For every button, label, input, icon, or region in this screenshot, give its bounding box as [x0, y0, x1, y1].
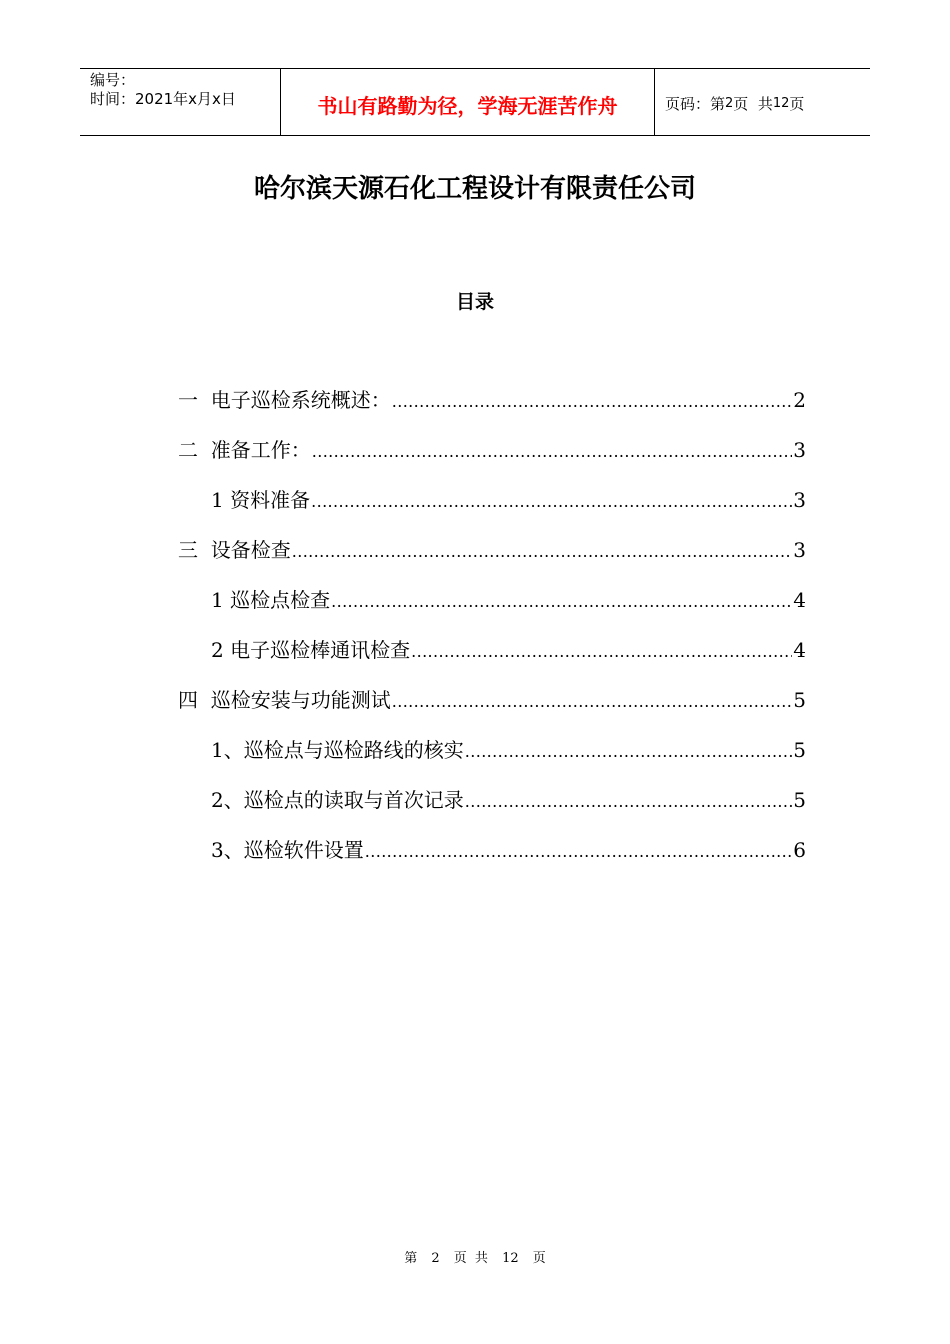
toc-entry-number: 四 — [178, 688, 211, 712]
page-prefix: 页码：第 — [665, 94, 726, 113]
footer-prefix: 第 — [404, 1251, 418, 1266]
toc-entry-number: 一 — [178, 388, 211, 412]
footer-current: 2 — [431, 1251, 440, 1266]
toc-dot-leader — [311, 482, 792, 522]
toc-entry-page: 5 — [793, 788, 806, 812]
toc-entry-title: 电子巡检棒通讯检查 — [230, 638, 411, 662]
toc-dot-leader — [411, 632, 792, 672]
toc-entry-page: 6 — [793, 838, 806, 862]
header-table — [80, 68, 870, 136]
toc-entry-number: 三 — [178, 538, 211, 562]
page-current: 2 — [725, 95, 734, 111]
toc-entry-title: 电子巡检系统概述： — [210, 388, 391, 412]
toc-dot-leader — [365, 832, 793, 872]
header-meta-cell — [80, 69, 281, 135]
toc-dot-leader — [292, 532, 793, 572]
toc-entry-page: 3 — [793, 538, 806, 562]
time-label: 时间：2021年x月x日 — [90, 90, 236, 108]
header-page-cell — [655, 69, 870, 135]
footer-total: 12 — [502, 1251, 519, 1266]
toc-entry-page: 5 — [793, 738, 806, 762]
toc-dot-leader — [392, 682, 793, 722]
page-suffix: 页 — [789, 94, 805, 113]
toc-heading: 目录 — [455, 291, 494, 313]
toc-dot-leader — [312, 432, 793, 472]
page-middle: 页 共 — [733, 94, 773, 113]
motto-text: 书山有路勤为径，学海无涯苦作舟 — [317, 93, 618, 118]
toc-entry-title: 、巡检点的读取与首次记录 — [223, 788, 464, 812]
toc-entry[interactable] — [178, 580, 806, 630]
page-footer — [0, 1247, 950, 1266]
toc-entry-title: 巡检点检查 — [230, 588, 331, 612]
toc-entry[interactable] — [178, 380, 806, 430]
toc-entry-page: 3 — [793, 438, 806, 462]
toc-entry[interactable] — [178, 730, 806, 780]
toc-entry-number: 1 — [211, 488, 231, 512]
toc-entry-page: 4 — [793, 588, 806, 612]
table-of-contents — [178, 380, 806, 880]
toc-entry-number: 1 — [211, 738, 224, 762]
toc-entry[interactable] — [178, 430, 806, 480]
toc-entry-number: 2 — [211, 638, 231, 662]
toc-entry[interactable] — [178, 830, 806, 880]
toc-entry-title: 资料准备 — [230, 488, 311, 512]
toc-entry[interactable] — [178, 680, 806, 730]
toc-entry-number: 3 — [211, 838, 224, 862]
toc-dot-leader — [465, 732, 793, 772]
toc-dot-leader — [392, 382, 793, 422]
toc-entry-title: 、巡检软件设置 — [223, 838, 364, 862]
toc-entry-page: 5 — [793, 688, 806, 712]
toc-entry-page: 4 — [793, 638, 806, 662]
toc-entry-number: 2 — [211, 788, 224, 812]
toc-entry[interactable] — [178, 530, 806, 580]
footer-suffix: 页 — [532, 1251, 546, 1266]
toc-dot-leader — [465, 782, 793, 822]
toc-entry-title: 设备检查 — [210, 538, 291, 562]
toc-entry-title: 巡检安装与功能测试 — [210, 688, 391, 712]
toc-entry[interactable] — [178, 780, 806, 830]
toc-entry-page: 2 — [793, 388, 806, 412]
toc-entry-title: 、巡检点与巡检路线的核实 — [223, 738, 464, 762]
page-total: 12 — [772, 95, 790, 111]
toc-dot-leader — [331, 582, 792, 622]
footer-middle: 页 共 — [453, 1251, 488, 1266]
company-title: 哈尔滨天源石化工程设计有限责任公司 — [253, 174, 696, 204]
toc-entry[interactable] — [178, 480, 806, 530]
toc-entry-number: 1 — [211, 588, 231, 612]
toc-entry-page: 3 — [793, 488, 806, 512]
toc-entry[interactable] — [178, 630, 806, 680]
toc-entry-number: 二 — [178, 438, 211, 462]
toc-entry-title: 准备工作： — [210, 438, 311, 462]
serial-label: 编号： — [90, 71, 136, 89]
header-motto-cell — [281, 69, 655, 135]
